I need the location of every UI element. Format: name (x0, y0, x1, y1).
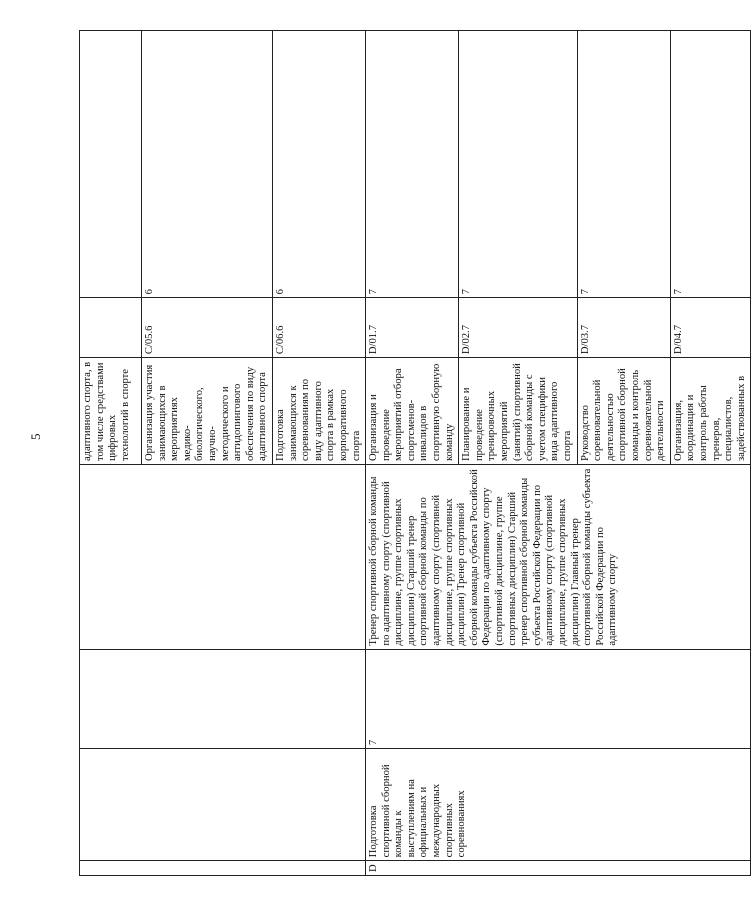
table-row (366, 31, 459, 876)
function-level-cell: 6 (272, 31, 365, 298)
group-level-cell: 7 (366, 649, 751, 749)
empty-cell (80, 465, 366, 650)
empty-cell (80, 749, 366, 861)
group-code-cell: D (366, 861, 751, 876)
function-name-cell: Организация, координация и контроль работы тренеров, специалистов, задействованных в (670, 358, 751, 465)
professional-standard-table (79, 30, 751, 876)
function-code-cell: D/01.7 (366, 298, 459, 358)
page-number: 5 (28, 433, 43, 440)
function-code-cell (80, 298, 142, 358)
empty-cell (80, 649, 366, 749)
rotated-table-container (79, 30, 747, 876)
function-level-cell (80, 31, 142, 298)
function-level-cell: 6 (142, 31, 273, 298)
empty-cell (80, 861, 366, 876)
function-level-cell: 7 (670, 31, 751, 298)
function-name-cell: Руководство соревновательной деятельностью спортивной сборной команды и контроль соревновательной деятельности (577, 358, 670, 465)
function-level-cell: 7 (366, 31, 459, 298)
function-name-cell: Планирование и проведение тренировочных мероприятий (занятий) спортивной сборной команды с учетом специфики вида адаптивного спорта (459, 358, 577, 465)
table-row (80, 31, 142, 876)
function-code-cell: D/04.7 (670, 298, 751, 358)
function-name-cell: адаптивного спорта, в том числе средствами цифровых технологий в спорте (80, 358, 142, 465)
function-level-cell: 7 (459, 31, 577, 298)
function-name-cell: Подготовка занимающихся к соревнованиям по виду адаптивного спорта в рамках корпоративного спорта (272, 358, 365, 465)
function-name-cell: Организация участия занимающихся в мероприятиях медико-биологического, научно-методического и антидопингового обеспечения по виду адаптивного спорта (142, 358, 273, 465)
function-code-cell: D/02.7 (459, 298, 577, 358)
function-code-cell: D/03.7 (577, 298, 670, 358)
function-level-cell: 7 (577, 31, 670, 298)
function-code-cell: С/05.6 (142, 298, 273, 358)
group-name-cell: Подготовка спортивной сборной команды к выступлениям на официальных и международных спортивных соревнованиях (366, 749, 751, 861)
function-code-cell: С/06.6 (272, 298, 365, 358)
function-name-cell: Организация и проведение мероприятий отбора спортсменов-инвалидов в спортивную сборную команду (366, 358, 459, 465)
group-positions-cell: Тренер спортивной сборной команды по адаптивному спорту (спортивной дисциплине, группе спортивных дисциплин) Старший тренер спортивной сборной команды по адаптивному спорту (спортивной дисциплине, группе спортивных дисциплин) Тренер спортивной сборной команды субъекта Российской Федерации по адаптивному спорту (спортивной дисциплине, группе спортивных дисциплин) Старший тренер спортивной сборной команды субъекта Российской Федерации по адаптивному спорту (спортивной дисциплине, группе спортивных дисциплин) Главный тренер спортивной сборной команды субъекта Российской Федерации по адаптивному спорту (366, 465, 751, 650)
